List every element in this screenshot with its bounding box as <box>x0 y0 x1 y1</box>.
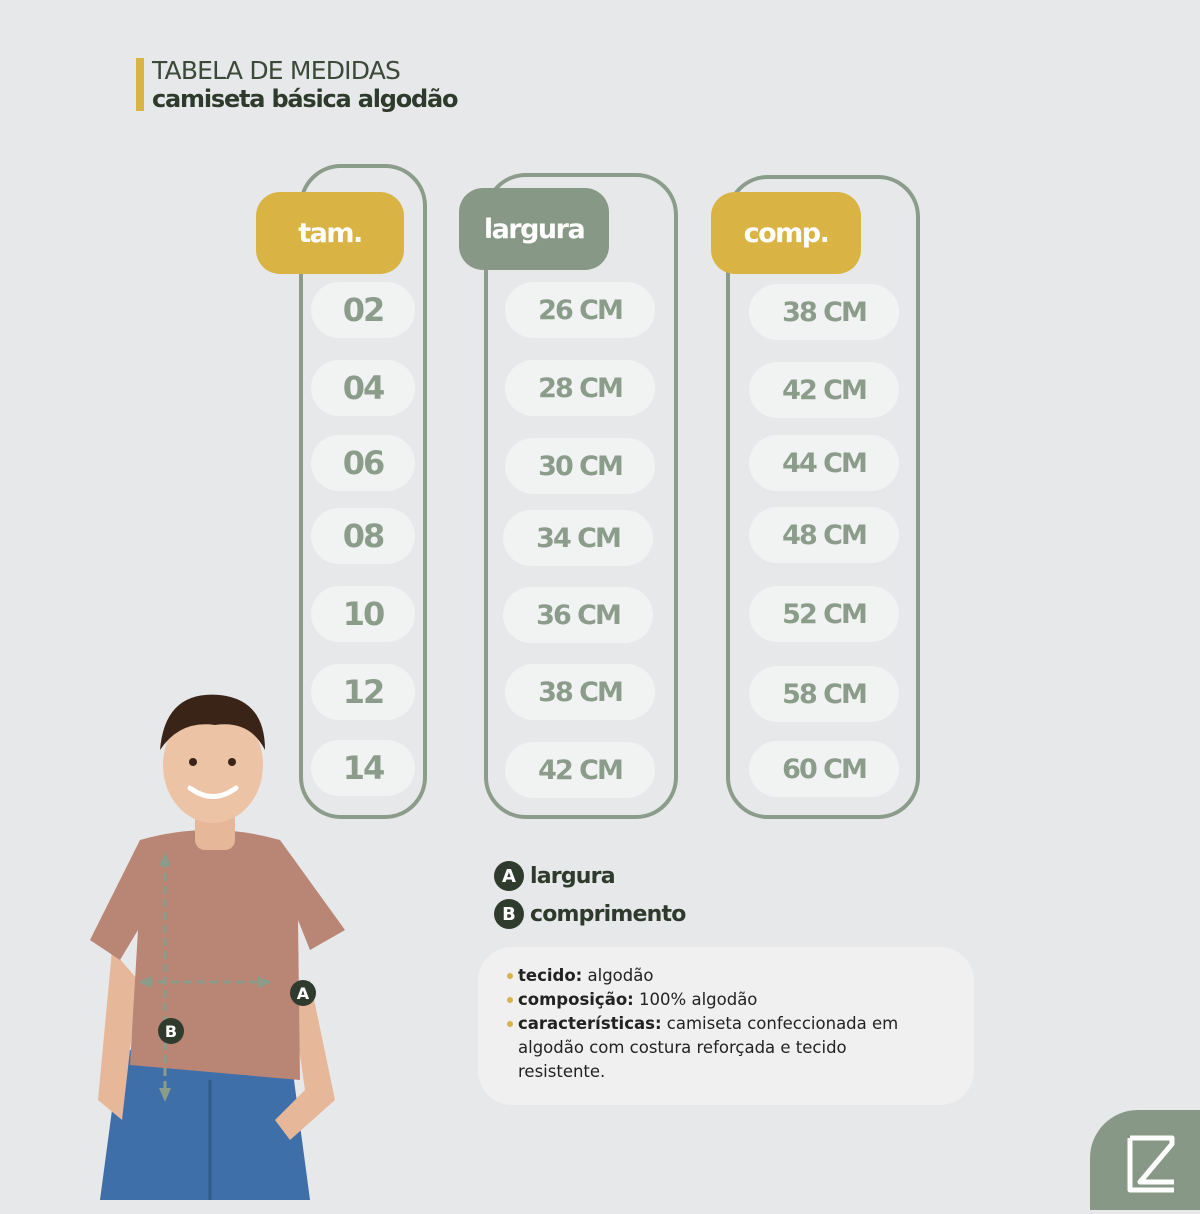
length-cell: 44 CM <box>749 435 899 491</box>
length-cell: 58 CM <box>749 666 899 722</box>
width-cell: 36 CM <box>503 587 653 643</box>
size-cell: 02 <box>311 282 415 338</box>
legend-width <box>494 861 615 891</box>
model-illustration <box>60 680 380 1200</box>
page-subtitle: camiseta básica algodão <box>152 85 458 113</box>
detail-features-value: camiseta confeccionada em <box>661 1014 899 1033</box>
size-cell: 04 <box>311 360 415 416</box>
length-column-header: comp. <box>711 192 861 274</box>
figure-badge-a: A <box>290 980 316 1006</box>
detail-features <box>518 1012 898 1036</box>
detail-features-label: características: <box>518 1014 662 1033</box>
detail-features-line2: algodão com costura reforçada e tecido <box>518 1038 847 1057</box>
bullet <box>507 1021 513 1027</box>
legend-badge-b: B <box>494 899 524 929</box>
width-cell: 28 CM <box>505 360 655 416</box>
detail-features-line3: resistente. <box>518 1062 606 1081</box>
size-cell: 06 <box>311 435 415 491</box>
size-cell: 14 <box>311 740 415 796</box>
length-cell: 38 CM <box>749 284 899 340</box>
legend-label-length: comprimento <box>530 901 686 927</box>
length-cell: 42 CM <box>749 362 899 418</box>
product-details-card <box>478 947 974 1105</box>
detail-fabric <box>518 964 653 988</box>
size-cell: 12 <box>311 664 415 720</box>
width-cell: 42 CM <box>505 742 655 798</box>
legend-label-width: largura <box>530 863 615 889</box>
brand-logo-icon <box>1090 1110 1200 1210</box>
width-cell: 34 CM <box>503 510 653 566</box>
figure-badge-b: B <box>158 1018 184 1044</box>
width-cell: 26 CM <box>505 282 655 338</box>
length-cell: 48 CM <box>749 507 899 563</box>
legend-length <box>494 899 686 929</box>
header-accent-bar <box>136 58 144 111</box>
detail-composition-label: composição: <box>518 990 634 1009</box>
width-cell: 38 CM <box>505 664 655 720</box>
length-cell: 52 CM <box>749 586 899 642</box>
detail-composition-value: 100% algodão <box>633 990 758 1009</box>
bullet <box>507 997 513 1003</box>
bullet <box>507 973 513 979</box>
size-column-header: tam. <box>256 192 404 274</box>
page-title: TABELA DE MEDIDAS <box>152 56 401 85</box>
model-figure <box>60 680 380 1200</box>
detail-fabric-value: algodão <box>582 966 654 985</box>
legend-badge-a: A <box>494 861 524 891</box>
brand-logo <box>1090 1110 1200 1210</box>
size-cell: 08 <box>311 508 415 564</box>
detail-composition <box>518 988 757 1012</box>
detail-fabric-label: tecido: <box>518 966 583 985</box>
length-cell: 60 CM <box>749 741 899 797</box>
size-cell: 10 <box>311 586 415 642</box>
width-column-header: largura <box>459 188 609 270</box>
width-cell: 30 CM <box>505 438 655 494</box>
